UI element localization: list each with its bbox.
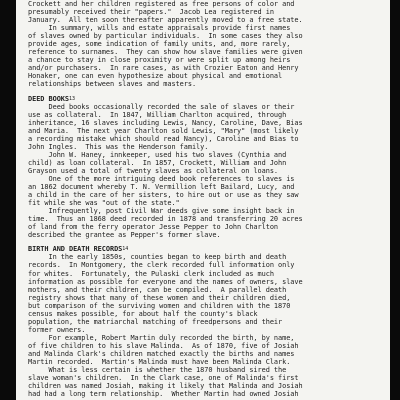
text-line: and Malinda Clark's children matched exactly the births and names bbox=[28, 349, 295, 358]
text-line: a recording mistake which should read Nancy), Caroline and Bias to bbox=[28, 134, 299, 143]
text-line: time. Thus an 1868 deed recorded in 1878 and transferring 20 acres bbox=[28, 215, 303, 224]
text-line: of slaves owned by particular individuals. In some cases they also bbox=[28, 32, 303, 41]
document-page bbox=[16, 0, 390, 400]
text-line: January. All ten soon thereafter apparently moved to a free state. bbox=[28, 16, 303, 25]
text-line: John Ingles. This was the Henderson family. bbox=[28, 142, 209, 151]
text-line: and/or purchasers. In rare cases, as with Crozier Eaton and Henry bbox=[28, 64, 299, 73]
text-line: Crockett and her children registered as free persons of color and bbox=[28, 0, 295, 8]
footnote-marker: 14 bbox=[122, 246, 129, 253]
text-line: described the grantee as Pepper's former slave. bbox=[28, 231, 221, 240]
document-text bbox=[28, 0, 380, 398]
text-line: and Maria. The next year Charlton sold Lewis, "Mary" (most likely bbox=[28, 126, 299, 135]
text-line: former owners. bbox=[28, 325, 86, 334]
text-line: Infrequently, post Civil War deeds give some insight back in bbox=[28, 207, 295, 216]
text-line: slave woman's children. In the Clark case, one of Malinda's first bbox=[28, 374, 299, 383]
text-line: relationships between slaves and masters. bbox=[28, 80, 197, 89]
text-line: reference to surnames. They can show how slave families were given bbox=[28, 48, 303, 57]
text-line: for whites. Fortunately, the Pulaski clerk included as much bbox=[28, 269, 274, 278]
section-heading-text: DEED BOOKS bbox=[28, 94, 69, 103]
text-line: use as collateral. In 1847, William Charlton acquired, through bbox=[28, 110, 287, 119]
section-heading-text: BIRTH AND DEATH RECORDS bbox=[28, 245, 123, 254]
section-heading bbox=[28, 245, 380, 253]
text-line: but comparison of the surviving women and children with the 1870 bbox=[28, 301, 291, 310]
text-line: population, the matriarchal matching of freedpersons and their bbox=[28, 317, 283, 326]
text-line: Grayson used a total of twenty slaves as collateral on loans. bbox=[28, 166, 279, 175]
text-line: a child in the care of her sisters, to hire out or use as they saw bbox=[28, 191, 299, 200]
text-line: John W. Haney, innkeeper, used his two slaves (Cynthia and bbox=[28, 150, 287, 159]
text-line: information as possible for everyone and the names of owners, slave bbox=[28, 277, 303, 286]
text-line: a chance to stay in close proximity or were split up among heirs bbox=[28, 56, 291, 65]
text-line: an 1862 document whereby T. N. Vermillion left Bailard, Lucy, and bbox=[28, 183, 295, 192]
text-line: Martin recorded. Martin's Malinda must have been Malinda Clark. bbox=[28, 358, 291, 367]
text-line: records. In Montgomery, the clerk recorded full information only bbox=[28, 261, 295, 270]
text-line: census makes possible, for about half the county's black bbox=[28, 309, 258, 318]
text-line: What is less certain is whether the 1870 husband sired the bbox=[28, 366, 287, 375]
text-line: had had a long term relationship. Whether Martin had owned Josiah bbox=[28, 390, 299, 399]
footnote-marker: 13 bbox=[69, 95, 75, 102]
text-line: Deed books occasionally recorded the sale of slaves or their bbox=[28, 102, 295, 111]
text-line: For example, Robert Martin duly recorded the birth, by name, bbox=[28, 333, 295, 342]
text-line: In summary, wills and estate appraisals provide first names bbox=[28, 24, 291, 33]
text-line: presumably received their "papers." Jacob Lea registered in bbox=[28, 8, 274, 17]
text-line: In the early 1850s, counties began to keep birth and death bbox=[28, 253, 287, 262]
text-line: provide ages, some indication of family units, and, more rarely, bbox=[28, 40, 291, 49]
text-line: One of the more intriguing deed book references to slaves is bbox=[28, 174, 295, 183]
text-line: of land from the ferry operator Jesse Pepper to John Charlton bbox=[28, 223, 279, 232]
text-line: children was named Josiah, making it likely that Malinda and Josiah bbox=[28, 382, 303, 391]
text-line: of five children to his slave Malinda. As of 1870, five of Josiah bbox=[28, 341, 299, 350]
section-heading bbox=[28, 95, 380, 103]
text-line: mothers, and their children, can be compiled. A parallel death bbox=[28, 285, 287, 294]
text-line: child) as loan collateral. In 1857, Crockett, William and John bbox=[28, 158, 287, 167]
text-line: fit while she was "out of the state." bbox=[28, 199, 180, 208]
text-line: inheritance, 16 slaves including Lewis, Nancy, Caroline, Dave, Bias bbox=[28, 118, 303, 127]
text-line: Honaker, one can even hypothesize about physical and emotional bbox=[28, 72, 283, 81]
text-line: registry shows that many of these women and their children died, bbox=[28, 293, 291, 302]
